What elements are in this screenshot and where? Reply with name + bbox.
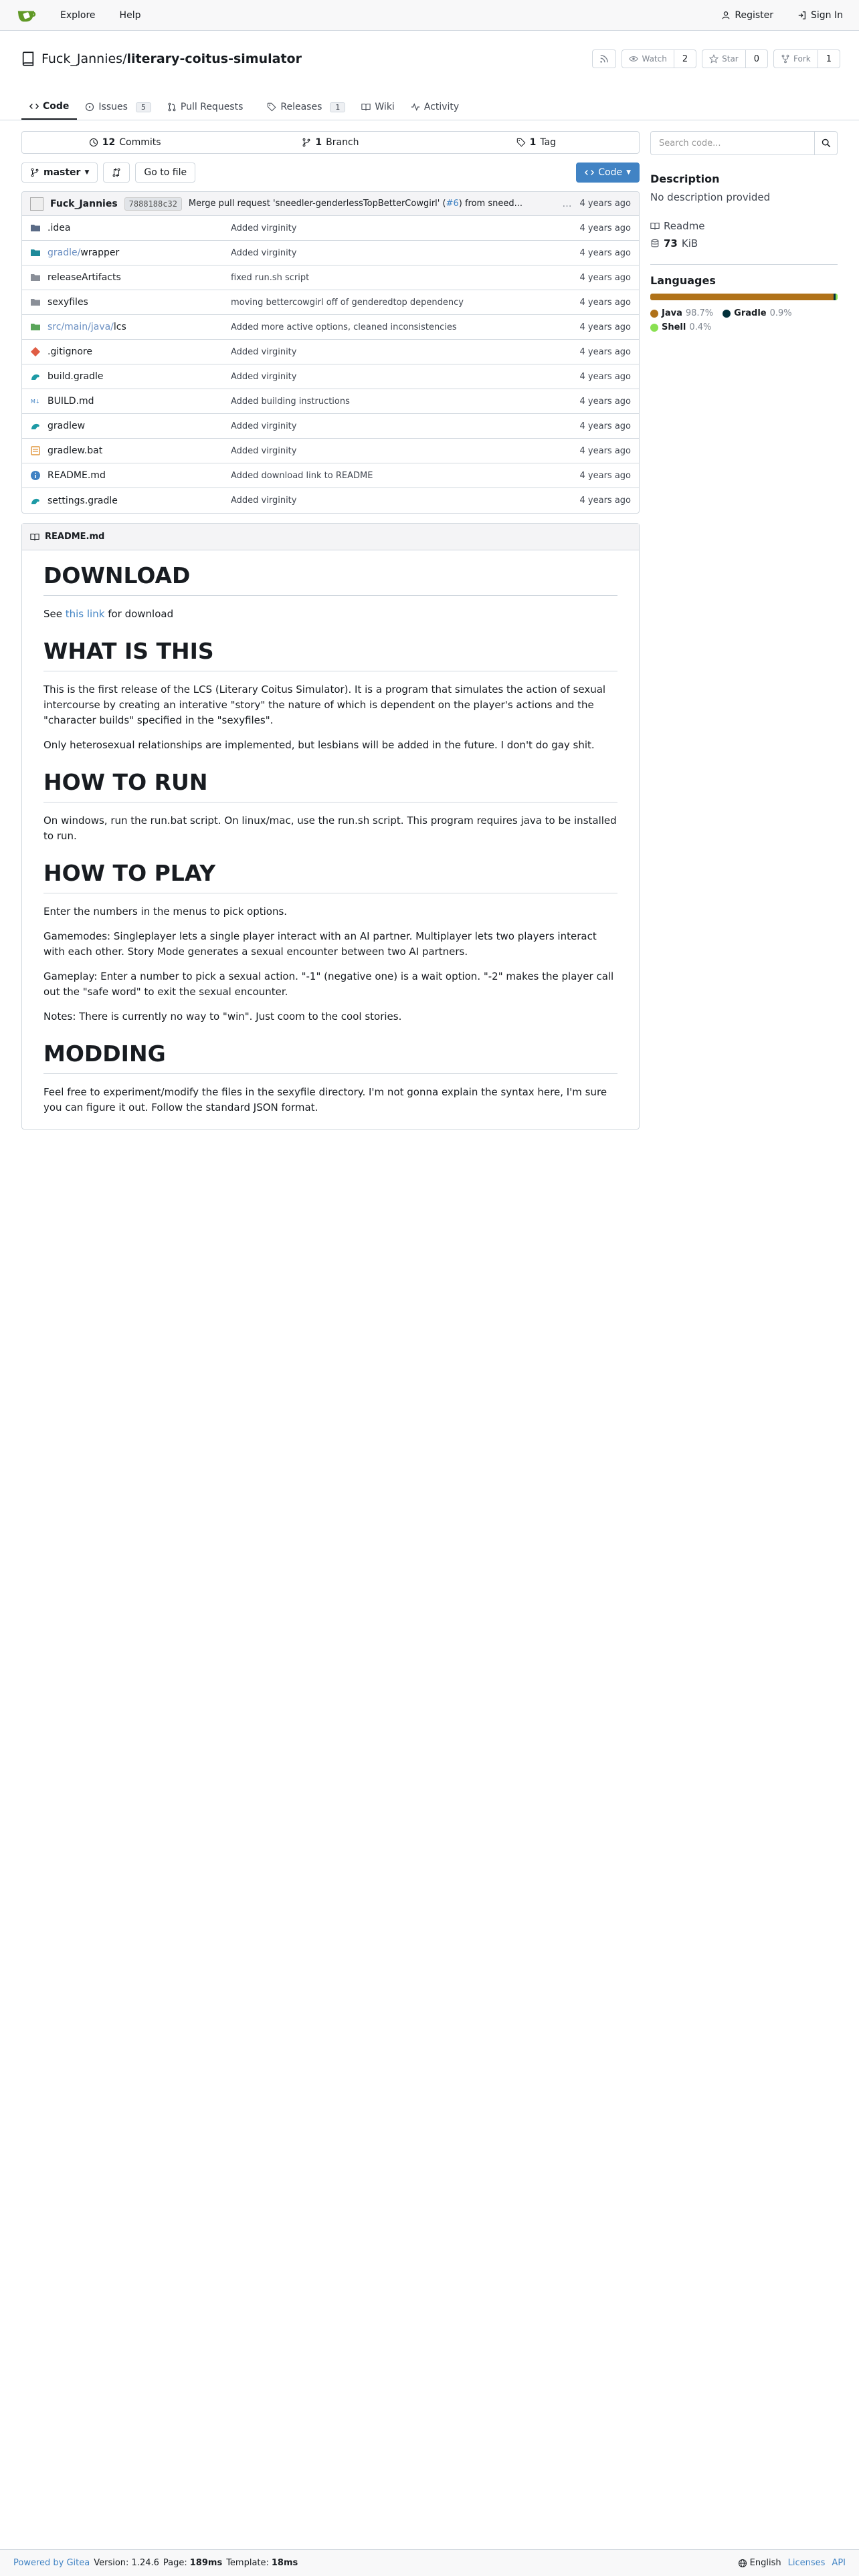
search-icon	[822, 138, 831, 148]
table-row	[22, 488, 639, 513]
sidebar-divider	[650, 264, 838, 265]
language-list	[650, 308, 838, 332]
readme-panel	[21, 523, 640, 1130]
tab-releases-label: Releases	[280, 102, 322, 112]
repo-size	[650, 235, 838, 252]
table-row	[22, 414, 639, 439]
size-unit: KiB	[681, 237, 698, 249]
file-name-cell	[30, 396, 231, 407]
pulse-icon	[411, 102, 420, 112]
heading-what-is-this: WHAT IS THIS	[43, 638, 617, 671]
table-row	[22, 389, 639, 414]
rss-button[interactable]	[592, 49, 616, 68]
file-name: README.md	[47, 470, 106, 481]
file-commit-message[interactable]: Added virginity	[231, 496, 297, 506]
file-link[interactable]	[47, 346, 92, 357]
file-commit-time: 4 years ago	[579, 396, 631, 407]
language-name: Java	[662, 308, 682, 318]
file-name-cell	[30, 223, 231, 233]
gradle-icon	[30, 496, 41, 506]
fork-count[interactable]: 1	[818, 50, 840, 68]
file-link[interactable]	[47, 371, 104, 382]
file-path-prefix: src/main/java/	[47, 322, 114, 332]
table-row	[22, 290, 639, 315]
search-button[interactable]	[815, 131, 838, 155]
file-table	[21, 191, 640, 514]
gradle-icon	[30, 371, 41, 382]
history-icon	[89, 138, 98, 147]
commit-author[interactable]: Fuck_Jannies	[50, 198, 118, 209]
goto-file-button[interactable]: Go to file	[135, 163, 195, 183]
batch-file-icon	[30, 445, 41, 456]
tab-code-label: Code	[43, 101, 70, 112]
file-commit-time: 4 years ago	[579, 371, 631, 382]
watch-count[interactable]: 2	[674, 50, 696, 68]
commit-expand-button[interactable]: …	[562, 198, 572, 209]
file-link[interactable]	[47, 247, 119, 258]
signin-label: Sign In	[811, 9, 843, 21]
readme-title-link[interactable]: README.md	[45, 532, 105, 542]
paragraph-play-4: Notes: There is currently no way to "win". Just coom to the cool stories.	[43, 1010, 402, 1023]
star-icon	[709, 54, 719, 64]
tab-pulls-label: Pull Requests	[180, 102, 244, 112]
repo-name-link[interactable]: literary-coitus-simulator	[126, 51, 302, 66]
file-name: idea	[50, 223, 71, 233]
folder-icon	[30, 247, 41, 258]
language-percent: 0.4%	[689, 322, 712, 332]
register-label: Register	[735, 9, 773, 21]
file-commit-time: 4 years ago	[579, 496, 631, 506]
top-nav	[0, 0, 859, 31]
file-name: .gitignore	[47, 346, 92, 357]
tab-releases[interactable]	[259, 96, 353, 120]
paragraph-play-3: Gameplay: Enter a number to pick a sexual action. "-1" (negative one) is a wait option. "-2" makes the player call out the "safe word" to exit the sexual encounter.	[43, 970, 614, 998]
file-name: gradlew.bat	[47, 445, 103, 456]
file-name-cell	[30, 470, 231, 481]
file-link[interactable]	[47, 297, 88, 308]
commit-time: 4 years ago	[579, 199, 631, 209]
file-name-cell	[30, 421, 231, 431]
watch-label: Watch	[642, 54, 667, 64]
tab-issues[interactable]	[77, 96, 159, 120]
language-item	[650, 322, 711, 332]
table-row	[22, 364, 639, 389]
file-name-cell	[30, 445, 231, 456]
table-row	[22, 216, 639, 241]
tab-activity[interactable]	[403, 96, 467, 120]
language-item	[723, 308, 791, 318]
language-selector[interactable]	[738, 2558, 781, 2568]
issue-icon	[85, 102, 94, 112]
file-name: sexyfiles	[47, 297, 88, 308]
git-icon	[30, 346, 41, 357]
eye-icon	[629, 54, 638, 64]
repo-icon	[21, 51, 35, 66]
folder-icon	[30, 322, 41, 332]
file-name-cell	[30, 496, 231, 506]
database-icon	[650, 239, 660, 248]
file-commit-message[interactable]: Added virginity	[231, 346, 297, 357]
tab-code[interactable]	[21, 96, 77, 120]
api-link[interactable]: API	[832, 2558, 846, 2568]
repo-content	[21, 131, 640, 1130]
file-link[interactable]	[47, 322, 126, 332]
file-link[interactable]	[47, 445, 102, 456]
file-commit-time: 4 years ago	[579, 470, 631, 481]
heading-modding: MODDING	[43, 1041, 617, 1074]
commits-label: Commits	[119, 137, 161, 148]
fork-icon	[781, 54, 790, 64]
language-percent: 98.7%	[685, 308, 714, 318]
file-name-cell	[30, 322, 231, 332]
file-link[interactable]	[47, 396, 94, 407]
file-commit-time: 4 years ago	[579, 247, 631, 258]
paragraph-run: On windows, run the run.bat script. On linux/mac, use the run.sh script. This program requires java to be installed to run.	[43, 815, 617, 842]
book-icon	[361, 102, 371, 112]
paragraph-play-1: Enter the numbers in the menus to pick options.	[43, 905, 288, 918]
repo-stats-bar	[21, 131, 640, 154]
file-commit-time: 4 years ago	[579, 272, 631, 283]
book-icon	[30, 532, 39, 542]
code-search	[650, 131, 838, 155]
file-name: lcs	[113, 322, 126, 332]
commits-count: 12	[102, 137, 116, 148]
file-commit-message[interactable]: Added download link to README	[231, 470, 373, 481]
description-text: No description provided	[650, 191, 771, 203]
avatar[interactable]	[30, 197, 43, 211]
language-label: English	[749, 2558, 781, 2568]
commit-sha[interactable]: 7888188c32	[124, 197, 182, 211]
file-link[interactable]	[47, 496, 118, 506]
fork-label: Fork	[793, 54, 811, 64]
compare-button[interactable]	[103, 163, 130, 183]
svg-text:M↓: M↓	[31, 399, 40, 405]
fork-button[interactable]	[773, 49, 840, 68]
releases-count-badge: 1	[330, 102, 345, 112]
language-color-dot	[650, 310, 658, 318]
branch-icon	[302, 138, 311, 147]
language-color-dot	[723, 310, 731, 318]
file-name: releaseArtifacts	[47, 272, 121, 283]
language-color-dot	[650, 324, 658, 332]
paragraph-mod: Feel free to experiment/modify the files in the sexyfile directory. I'm not gonna explain the syntax here, I'm sure you can figure it out. Follow the standard JSON format.	[43, 1086, 607, 1113]
compare-icon	[112, 168, 121, 177]
folder-icon	[30, 223, 41, 233]
file-name: gradlew	[47, 421, 86, 431]
nav-help[interactable]: Help	[119, 9, 141, 21]
branch-icon	[30, 168, 39, 177]
repo-sidebar	[650, 131, 838, 1130]
file-name-prefix: .	[47, 223, 51, 233]
book-icon	[650, 221, 660, 231]
table-row	[22, 340, 639, 364]
tab-activity-label: Activity	[423, 102, 460, 112]
file-link[interactable]	[47, 470, 106, 481]
tab-issues-label: Issues	[98, 102, 128, 112]
footer-version: Version: 1.24.6	[94, 2558, 159, 2568]
table-row	[22, 439, 639, 463]
table-row	[22, 463, 639, 488]
file-commit-message[interactable]: Added virginity	[231, 247, 297, 258]
signin-link[interactable]	[785, 10, 843, 21]
commit-message-text: Merge pull request 'sneedler-genderlessTopBetterCowgirl' (	[188, 199, 446, 209]
heading-how-to-play: HOW TO PLAY	[43, 860, 617, 893]
branch-count: 1	[315, 137, 322, 148]
paragraph-what-2: Only heterosexual relationships are implemented, but lesbians will be added in the future. I don't do gay shit.	[43, 739, 595, 751]
file-name-cell	[30, 247, 231, 258]
readme-sidebar-label: Readme	[664, 220, 705, 232]
file-toolbar	[21, 162, 640, 183]
register-link[interactable]	[709, 10, 785, 21]
repo-owner-link[interactable]: Fuck_Jannies	[41, 51, 123, 66]
file-link[interactable]	[47, 272, 121, 283]
file-commit-message[interactable]: Added virginity	[231, 445, 297, 456]
commit-pr-link[interactable]: #6	[446, 199, 459, 209]
file-link[interactable]	[47, 223, 70, 233]
commit-message-tail: ) from sneed...	[458, 199, 522, 209]
gitea-logo-icon[interactable]	[16, 5, 36, 25]
footer-template-time: 18ms	[271, 2558, 298, 2568]
globe-icon	[738, 2559, 747, 2568]
file-name: wrapper	[80, 247, 120, 258]
file-commit-time: 4 years ago	[579, 346, 631, 357]
file-commit-time: 4 years ago	[579, 322, 631, 332]
branch-label: Branch	[326, 137, 359, 148]
file-name-cell	[30, 272, 231, 283]
paragraph-what-1: This is the first release of the LCS (Literary Coitus Simulator). It is a program that simulates the action of sexual intercourse by creating an interative "story" the nature of which is dependent on the player's actions and the "character builds" specified in the "sexyfiles".	[43, 683, 606, 726]
file-name-cell	[30, 346, 231, 357]
latest-commit-row	[22, 192, 639, 216]
file-name: build.gradle	[47, 371, 104, 382]
tag-count: 1	[529, 137, 537, 148]
file-commit-message[interactable]: Added virginity	[231, 421, 297, 431]
language-name: Shell	[662, 322, 686, 332]
file-name-cell	[30, 371, 231, 382]
footer-template-label: Template:	[226, 2558, 269, 2568]
table-row	[22, 315, 639, 340]
readme-header	[22, 524, 639, 550]
languages-heading: Languages	[650, 274, 716, 287]
branch-name: master	[43, 167, 81, 178]
commit-message[interactable]	[189, 199, 559, 209]
file-name: BUILD.md	[47, 396, 94, 407]
file-commit-time: 4 years ago	[579, 223, 631, 233]
tag-label: Tag	[540, 137, 557, 148]
markdown-icon	[30, 396, 41, 407]
branches-link[interactable]	[227, 137, 433, 148]
signin-icon	[797, 11, 807, 20]
file-commit-message[interactable]: Added more active options, cleaned inconsistencies	[231, 322, 457, 332]
footer	[0, 2549, 859, 2576]
commits-link[interactable]	[22, 137, 227, 148]
repo-title	[41, 51, 302, 66]
file-commit-time: 4 years ago	[579, 445, 631, 456]
tag-icon	[516, 138, 526, 147]
file-name-cell	[30, 297, 231, 308]
gradle-icon	[30, 421, 41, 431]
language-item	[650, 308, 713, 318]
language-percent: 0.9%	[769, 308, 792, 318]
code-clone-button[interactable]	[576, 163, 640, 183]
star-count[interactable]: 0	[745, 50, 767, 68]
nav-explore[interactable]: Explore	[60, 9, 96, 21]
file-commit-time: 4 years ago	[579, 297, 631, 308]
person-icon	[721, 11, 731, 20]
watch-button[interactable]	[622, 49, 696, 68]
readme-sidebar-link[interactable]	[650, 217, 838, 235]
repo-header	[0, 31, 859, 120]
language-name: Gradle	[734, 308, 767, 318]
folder-icon	[30, 272, 41, 283]
code-icon	[29, 102, 39, 111]
issues-count-badge: 5	[136, 102, 151, 112]
chevron-down-icon: ▼	[84, 169, 90, 176]
language-bar-segment	[650, 294, 834, 300]
file-commit-message[interactable]: Added virginity	[231, 371, 297, 382]
tab-pull-requests[interactable]	[159, 96, 251, 120]
file-commit-time: 4 years ago	[579, 421, 631, 431]
file-path-prefix: gradle/	[47, 247, 81, 258]
paragraph-play-2: Gamemodes: Singleplayer lets a single player interact with an AI partner. Multiplayer lets two players interact with each other. Story Mode generates a sexual encounter between two AI partners.	[43, 930, 597, 958]
rss-icon	[599, 54, 609, 64]
info-icon	[30, 470, 41, 481]
pull-request-icon	[167, 102, 177, 112]
repo-separator: /	[122, 51, 127, 66]
tab-wiki[interactable]	[353, 96, 402, 120]
footer-page-label: Page:	[163, 2558, 187, 2568]
code-icon	[585, 168, 594, 177]
table-row	[22, 241, 639, 265]
file-commit-message[interactable]: Added building instructions	[231, 396, 350, 407]
download-post: for download	[104, 608, 174, 620]
powered-by-link[interactable]: Powered by Gitea	[13, 2558, 90, 2568]
star-label: Star	[722, 54, 739, 64]
file-link[interactable]	[47, 421, 85, 431]
paragraph-download	[43, 607, 617, 622]
description-heading: Description	[650, 173, 720, 185]
download-link[interactable]: this link	[65, 608, 105, 620]
heading-how-to-run: HOW TO RUN	[43, 769, 617, 802]
language-bar	[650, 294, 838, 300]
file-commit-message[interactable]: fixed run.sh script	[231, 272, 310, 283]
file-commit-message[interactable]: Added virginity	[231, 223, 297, 233]
chevron-down-icon: ▼	[626, 169, 631, 176]
download-pre: See	[43, 608, 66, 620]
branch-dropdown[interactable]	[21, 163, 98, 183]
readme-body	[22, 550, 639, 1129]
star-button[interactable]	[702, 49, 768, 68]
folder-icon	[30, 297, 41, 308]
file-commit-message[interactable]: moving bettercowgirl off of genderedtop dependency	[231, 297, 464, 308]
table-row	[22, 265, 639, 290]
repo-tabs	[21, 96, 467, 120]
tags-link[interactable]	[434, 137, 639, 148]
language-bar-segment	[836, 294, 838, 300]
tag-icon	[267, 102, 276, 112]
size-number: 73	[664, 237, 678, 249]
footer-page-time: 189ms	[189, 2558, 223, 2568]
tab-wiki-label: Wiki	[375, 102, 395, 112]
code-button-label: Code	[598, 167, 623, 178]
file-name: settings.gradle	[47, 495, 118, 506]
heading-download: DOWNLOAD	[43, 562, 617, 596]
search-input[interactable]: Search code...	[650, 131, 815, 155]
licenses-link[interactable]: Licenses	[787, 2558, 826, 2568]
